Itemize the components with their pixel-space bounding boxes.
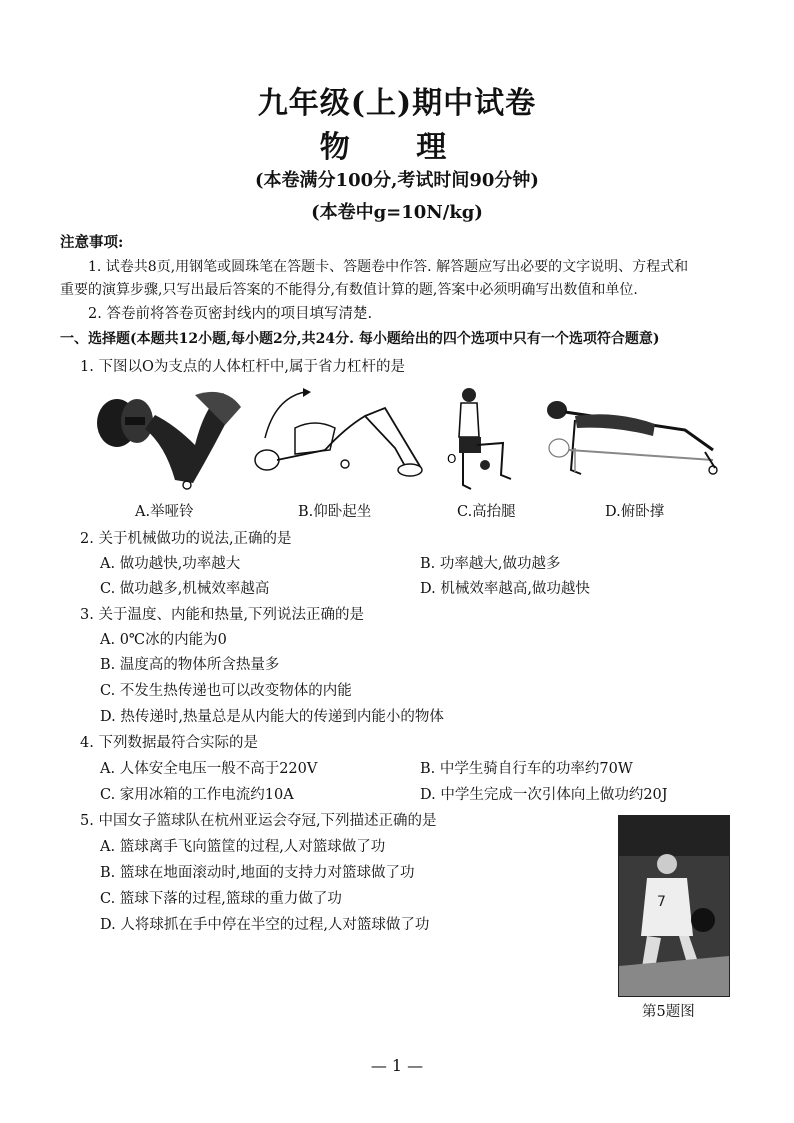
q1-stem: 1. 下图以O为支点的人体杠杆中,属于省力杠杆的是	[80, 359, 405, 375]
q2-stem: 2. 关于机械做功的说法,正确的是	[80, 531, 292, 547]
notice-heading: 注意事项:	[60, 234, 124, 251]
q3-stem: 3. 关于温度、内能和热量,下列说法正确的是	[80, 607, 365, 623]
q5-option-d: D. 人将球抓在手中停在半空的过程,人对篮球做了功	[100, 917, 430, 933]
q1-option-b: B.仰卧起坐	[298, 504, 372, 520]
q1-figure-dumbbell	[95, 385, 245, 495]
score-info: (本卷满分100分,考试时间90分钟)	[255, 170, 539, 191]
q1-figure-situp	[245, 388, 425, 488]
q2-option-c: C. 做功越多,机械效率越高	[100, 581, 270, 597]
notice-item2: 2. 答卷前将答卷页密封线内的项目填写清楚.	[88, 306, 373, 322]
q1-option-a: A.举哑铃	[135, 504, 194, 520]
q1-figure-highknee	[445, 385, 525, 495]
q5-stem: 5. 中国女子篮球队在杭州亚运会夺冠,下列描述正确的是	[80, 813, 437, 829]
q4-option-c: C. 家用冰箱的工作电流约10A	[100, 787, 294, 803]
q5-option-c: C. 篮球下落的过程,篮球的重力做了功	[100, 891, 342, 907]
q4-option-a: A. 人体安全电压一般不高于220V	[100, 761, 318, 777]
q1-option-c: C.高抬腿	[457, 504, 516, 520]
q5-figure-caption: 第5题图	[642, 1004, 695, 1020]
q3-option-d: D. 热传递时,热量总是从内能大的传递到内能小的物体	[100, 709, 444, 725]
q4-stem: 4. 下列数据最符合实际的是	[80, 735, 258, 751]
q2-option-d: D. 机械效率越高,做功越快	[420, 581, 590, 597]
notice-item1-line1: 1. 试卷共8页,用钢笔或圆珠笔在答题卡、答题卷中作答. 解答题应写出必要的文字说明、方程式和	[88, 259, 689, 275]
jersey-number: 7	[657, 894, 666, 910]
q1-figure-pushup	[535, 390, 720, 485]
q2-option-a: A. 做功越快,功率越大	[100, 556, 241, 572]
q5-option-a: A. 篮球离手飞向篮筐的过程,人对篮球做了功	[100, 839, 386, 855]
q4-option-b: B. 中学生骑自行车的功率约70W	[420, 761, 633, 777]
q3-option-a: A. 0℃冰的内能为0	[100, 632, 227, 648]
page-number: — 1 —	[370, 1056, 424, 1075]
q4-option-d: D. 中学生完成一次引体向上做功约20J	[420, 787, 668, 803]
exam-title: 九年级(上)期中试卷	[257, 86, 537, 121]
q3-option-b: B. 温度高的物体所含热量多	[100, 657, 280, 673]
subject-title: 物 理	[319, 130, 475, 165]
q1-fulcrum-c: O	[447, 452, 457, 466]
section1-heading: 一、选择题(本题共12小题,每小题2分,共24分. 每小题给出的四个选项中只有一个选项符合题意)	[60, 331, 660, 347]
constant-note: (本卷中g=10N/kg)	[311, 202, 483, 223]
q1-option-d: D.俯卧撑	[605, 504, 665, 520]
q5-option-b: B. 篮球在地面滚动时,地面的支持力对篮球做了功	[100, 865, 415, 881]
q3-option-c: C. 不发生热传递也可以改变物体的内能	[100, 683, 352, 699]
q2-option-b: B. 功率越大,做功越多	[420, 556, 561, 572]
notice-item1-line2: 重要的演算步骤,只写出最后答案的不能得分,有数值计算的题,答案中必须明确写出数值和单位.	[60, 282, 638, 298]
q5-basketball-photo	[618, 815, 730, 997]
